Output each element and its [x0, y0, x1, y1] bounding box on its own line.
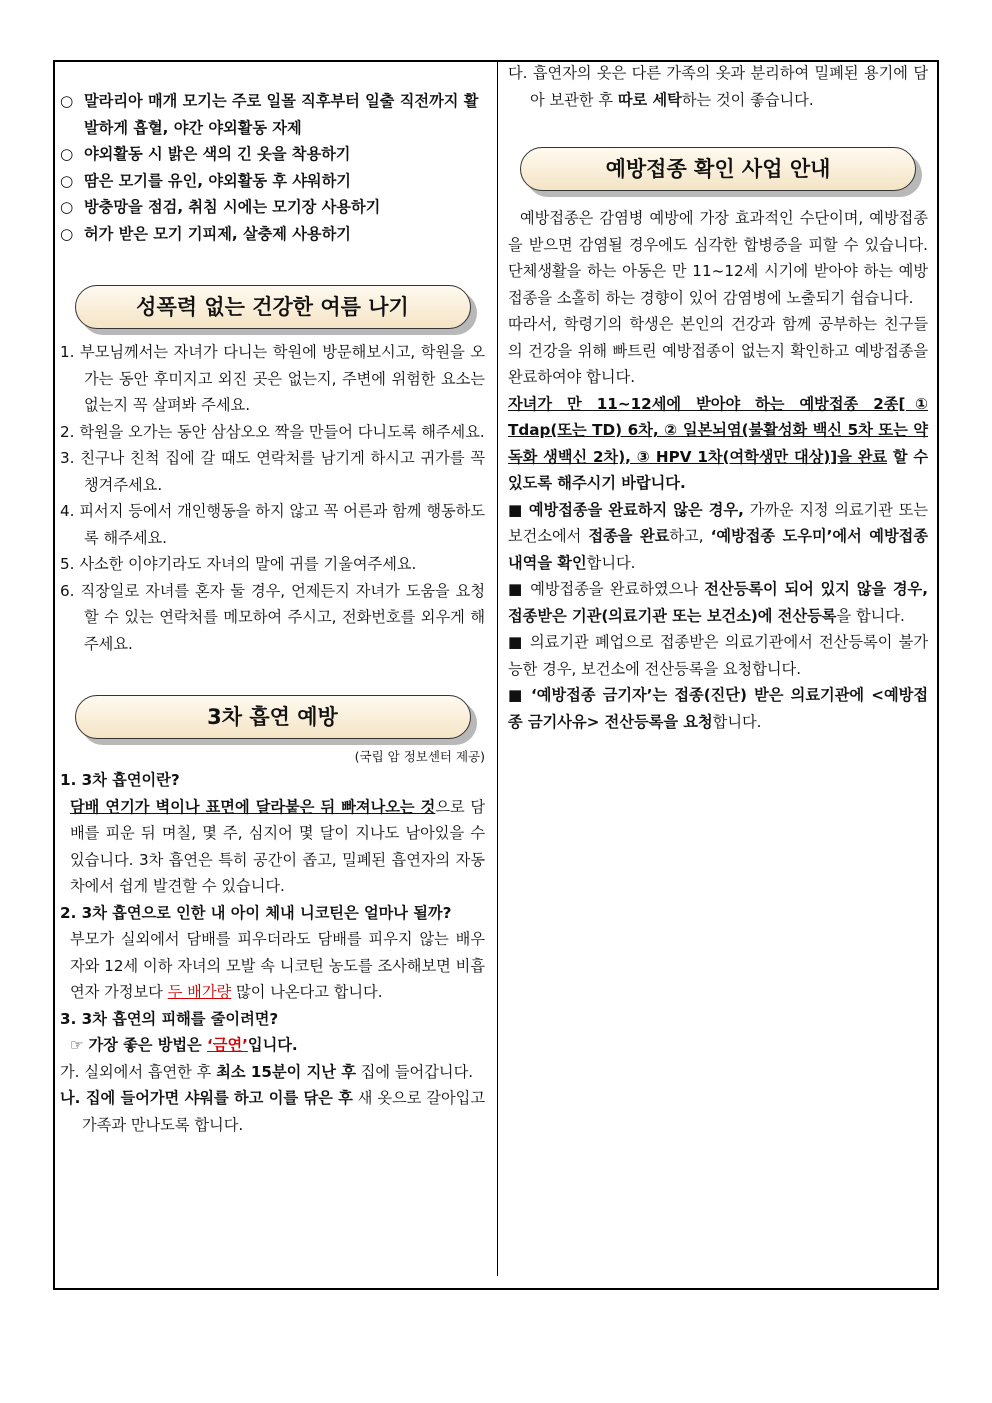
mosquito-bullet-list	[60, 88, 485, 247]
q3-best-way: ☞ 가장 좋은 방법은 ‘금연’입니다.	[70, 1036, 298, 1054]
q1-body: 담배 연기가 벽이나 표면에 달라붙은 뒤 빠져나오는 것으로 담배를 피운 뒤 며칠, 몇 주, 심지어 몇 달이 지나도 남아있을 수 있습니다. 3차 흡연은 특히 공간이 좁고, 밀폐된 흡연자의 자동차에서 쉽게 발견할 수 있습니다.	[70, 797, 485, 895]
circle-icon: ○	[60, 171, 74, 190]
q2-heading: 2. 3차 흡연으로 인한 내 아이 체내 니코틴은 얼마나 될까?	[60, 903, 452, 922]
vaccination-para-1: 예방접종은 감염병 예방에 가장 효과적인 수단이며, 예방접종을 받으면 감염될 경우에도 심각한 합병증을 피할 수 있습니다. 단체생활을 하는 아동은 만 11~12세 시기에 받아야 하는 예방접종을 소홀히 하는 경향이 있어 감염병에 노출되기 쉽습니다.	[508, 209, 928, 307]
q3-heading: 3. 3차 흡연의 피해를 줄이려면?	[60, 1009, 279, 1028]
list-item: 1. 부모님께서는 자녀가 다니는 학원에 방문해보시고, 학원을 오가는 동안 후미지고 외진 곳은 없는지, 주변에 위험한 요소는 없는지 꼭 살펴봐 주세요.	[60, 343, 485, 414]
vaccination-note-2: ■ 예방접종을 완료하였으나 전산등록이 되어 있지 않을 경우, 접종받은 기관(의료기관 또는 보건소)에 전산등록을 합니다.	[508, 580, 928, 625]
source-note: (국립 암 정보센터 제공)	[354, 749, 485, 764]
section-title-violence: 성폭력 없는 건강한 여름 나기	[75, 285, 471, 329]
circle-icon: ○	[60, 224, 74, 243]
tip-na: 나. 집에 들어가면 샤워를 하고 이를 닦은 후 새 옷으로 갈아입고 가족과 만나도록 합니다.	[60, 1089, 485, 1134]
q1-heading: 1. 3차 흡연이란?	[60, 771, 180, 789]
square-bullet-icon: ■	[508, 500, 524, 519]
tip-ga: 가. 실외에서 흡연한 후 최소 15분이 지난 후 집에 들어갑니다.	[60, 1062, 474, 1081]
vaccination-note-3: ■ 의료기관 폐업으로 접종받은 의료기관에서 전산등록이 불가능한 경우, 보건소에 전산등록을 요청합니다.	[508, 633, 928, 678]
list-item: 5. 사소한 이야기라도 자녀의 말에 귀를 기울여주세요.	[60, 555, 417, 573]
square-bullet-icon: ■	[508, 686, 525, 704]
list-item: 6. 직장일로 자녀를 혼자 둘 경우, 언제든지 자녀가 도움을 요청할 수 있는 연락처를 메모하여 주시고, 전화번호를 외우게 해주세요.	[60, 581, 485, 653]
list-item: ○ 땀은 모기를 유인, 야외활동 후 샤워하기	[60, 168, 485, 195]
section-title-smoking: 3차 흡연 예방	[75, 695, 471, 739]
vaccination-note-1: ■ 예방접종을 완료하지 않은 경우, 가까운 지정 의료기관 또는 보건소에서 접종을 완료하고, ‘예방접종 도우미’에서 예방접종 내역을 확인합니다.	[508, 500, 929, 572]
section-title-vaccination: 예방접종 확인 사업 안내	[520, 147, 916, 191]
vaccination-note-4: ■ ‘예방접종 금기자’는 접종(진단) 받은 의료기관에 <예방접종 금기사유> 전산등록을 요청합니다.	[508, 686, 928, 731]
right-column	[508, 60, 928, 735]
square-bullet-icon: ■	[508, 580, 524, 598]
violence-prevention-list	[60, 339, 485, 657]
column-divider	[497, 62, 498, 1276]
vaccination-para-3: 자녀가 만 11~12세에 받아야 하는 예방접종 2종[① Tdap(또는 TD) 6차, ② 일본뇌염(불활성화 백신 5차 또는 약독화 생백신 2차), ③ HPV 1차(여학생만 대상)]을 완료 할 수 있도록 해주시기 바랍니다.	[508, 394, 929, 492]
circle-icon: ○	[60, 145, 74, 163]
list-item: ○ 야외활동 시 밝은 색의 긴 옷을 착용하기	[60, 141, 485, 168]
square-bullet-icon: ■	[508, 633, 524, 651]
pointing-hand-icon: ☞	[70, 1036, 84, 1054]
list-item: 4. 피서지 등에서 개인행동을 하지 않고 꼭 어른과 함께 행동하도록 해주세요.	[60, 502, 485, 547]
list-item: 2. 학원을 오가는 동안 삼삼오오 짝을 만들어 다니도록 해주세요.	[60, 422, 485, 441]
vaccination-para-2: 따라서, 학령기의 학생은 본인의 건강과 함께 공부하는 친구들의 건강을 위해 빠트린 예방접종이 없는지 확인하고 예방접종을 완료하여야 합니다.	[508, 315, 928, 386]
circle-icon: ○	[60, 198, 74, 216]
circle-icon: ○	[60, 92, 74, 110]
tip-da: 다. 흡연자의 옷은 다른 가족의 옷과 분리하여 밀폐된 용기에 담아 보관한 후 따로 세탁하는 것이 좋습니다.	[508, 64, 928, 109]
list-item: ○ 허가 받은 모기 기피제, 살충제 사용하기	[60, 221, 485, 248]
list-item: 3. 친구나 친척 집에 갈 때도 연락처를 남기게 하시고 귀가를 꼭 챙겨주세요.	[60, 449, 485, 494]
list-item: ○ 방충망을 점검, 취침 시에는 모기장 사용하기	[60, 194, 485, 221]
left-column	[60, 88, 485, 1138]
list-item: ○ 말라리아 매개 모기는 주로 일몰 직후부터 일출 직전까지 활발하게 흡혈, 야간 야외활동 자제	[60, 88, 485, 141]
q2-body: 부모가 실외에서 담배를 피우더라도 담배를 피우지 않는 배우자와 12세 이하 자녀의 모발 속 니코틴 농도를 조사해보면 비흡연자 가정보다 두 배가량 많이 나온다고 합니다.	[70, 930, 485, 1001]
